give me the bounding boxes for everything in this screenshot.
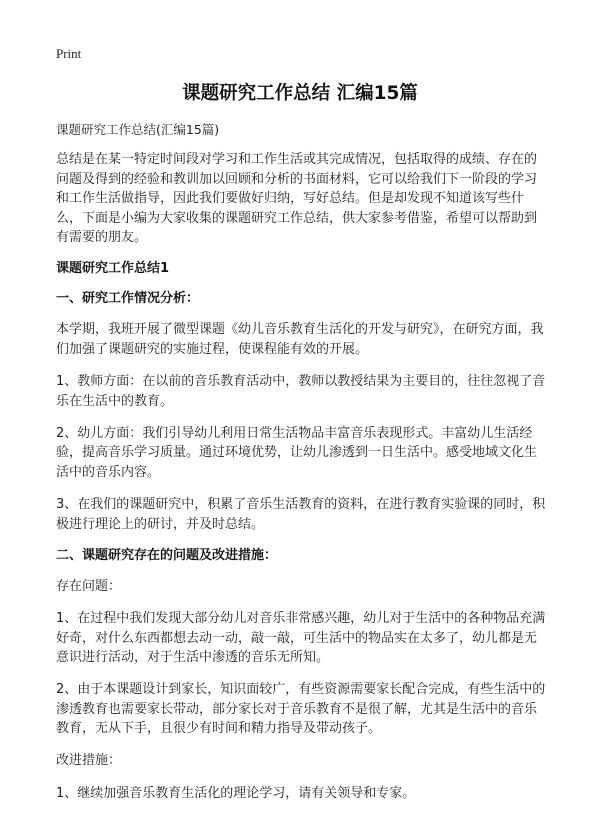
paragraph: 3、在我们的课题研究中，积累了音乐生活教育的资料，在进行教育实验课的同时，积极进行理论上的研讨，并及时总结。 [56,497,546,532]
paragraph: 1、教师方面：在以前的音乐教育活动中，教师以教授结果为主要目的，往往忽视了音乐在生活中的教育。 [56,374,546,409]
heading-analysis: 一、研究工作情况分析： [56,291,200,307]
paragraph: 本学期，我班开展了微型课题《幼儿音乐教育生活化的开发与研究》，在研究方面，我们加强了课题研究的实施过程，使课程能有效的开展。 [56,322,544,358]
document-body [56,122,548,816]
paragraph: 1、在过程中我们发现大部分幼儿对音乐非常感兴趣，幼儿对于生活中的各种物品充满好奇，对什么东西都想去动一动，敲一敲，可生活中的物品实在太多了，幼儿都是无意识进行活动，对于生活中渗透的音乐无所知。 [56,610,546,666]
paragraph: 2、幼儿方面：我们引导幼儿利用日常生活物品丰富音乐表现形式。丰富幼儿生活经验，提高音乐学习质量。通过环境优势，让幼儿渗透到一日生活中。感受地域文化生活中的音乐内容。 [56,425,538,481]
page-title: 课题研究工作总结 汇编15篇 [182,83,418,104]
problems-label: 存在问题： [56,578,122,594]
document-subtitle: 课题研究工作总结(汇编15篇) [56,122,220,137]
section-title: 课题研究工作总结1 [56,261,170,277]
improve-label: 改进措施： [56,753,122,769]
paragraph: 2、由于本课题设计到家长，知识面较广，有些资源需要家长配合完成，有些生活中的渗透教育也需要家长带动，部分家长对于音乐教育不是很了解，尤其是生活中的音乐教育，无从下手，且很少有时间和精力指导及带动孩子。 [56,682,546,737]
intro-paragraph: 总结是在某一特定时间段对学习和工作生活或其完成情况，包括取得的成绩、存在的问题及得到的经验和教训加以回顾和分析的书面材料，它可以给我们下一阶段的学习和工作生活做指导，因此我们要做好归纳，写好总结。但是却发现不知道该写些什么，下面是小编为大家收集的课题研究工作总结，供大家参考借鉴，希望可以帮助到有需要的朋友。 [56,152,538,246]
print-link[interactable]: Print [56,46,82,61]
paragraph: 1、继续加强音乐教育生活化的理论学习，请有关领导和专家。 [56,785,416,801]
heading-problems: 二、课题研究存在的问题及改进措施： [56,547,278,563]
